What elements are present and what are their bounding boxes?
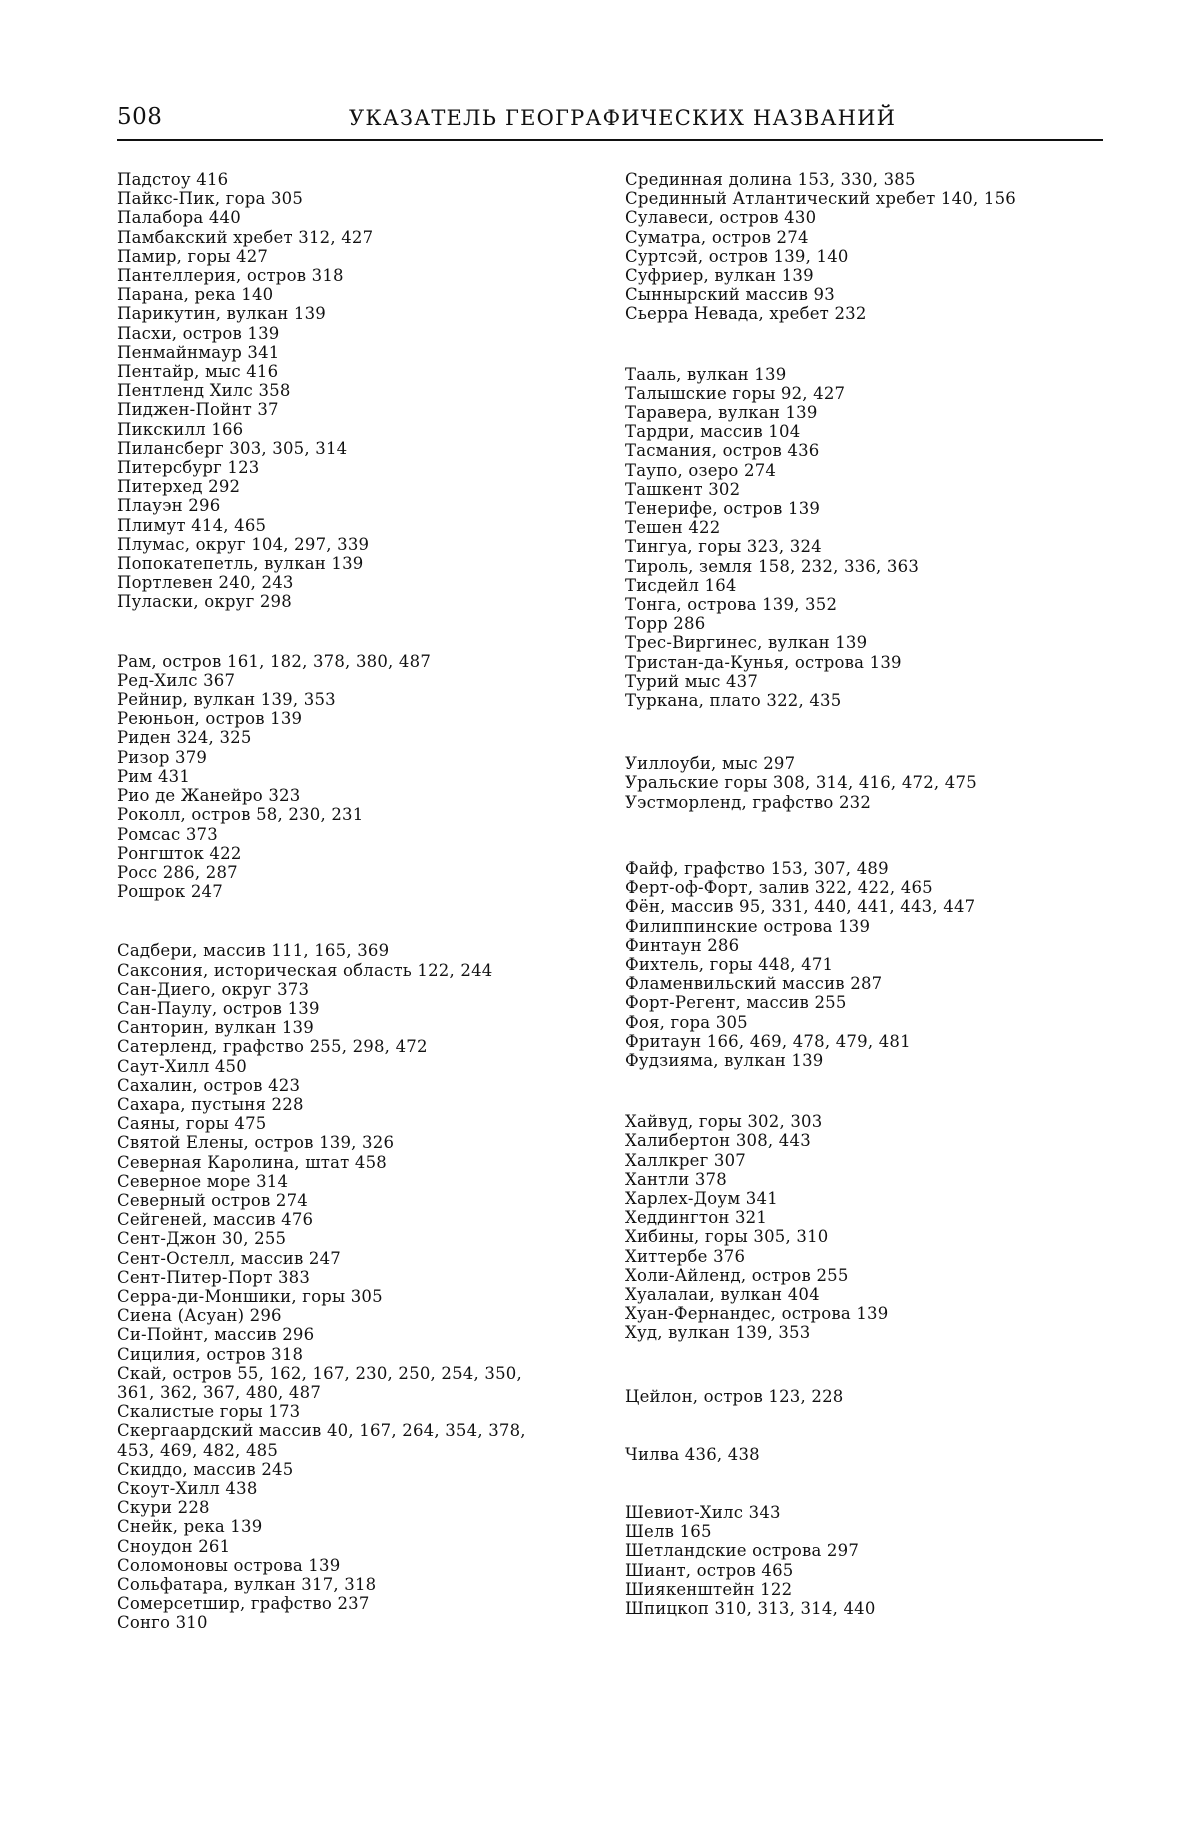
index-entry: Суртсэй, остров 139, 140 (625, 246, 849, 266)
index-entry: Северный остров 274 (117, 1190, 309, 1210)
index-entry: Шиякенштейн 122 (625, 1579, 793, 1599)
index-entry: Шелв 165 (625, 1522, 712, 1542)
index-entry: Сольфатара, вулкан 317, 318 (117, 1575, 377, 1595)
index-entry: Тардри, массив 104 (625, 422, 801, 442)
index-entry: Питерхед 292 (117, 477, 241, 497)
index-entry: Риден 324, 325 (117, 728, 252, 748)
index-entry: Тешен 422 (625, 518, 721, 538)
index-entry: Трес-Виргинес, вулкан 139 (625, 633, 868, 653)
index-entry: Тонга, острова 139, 352 (625, 595, 838, 615)
index-entry: Сулавеси, остров 430 (625, 208, 817, 228)
index-entry: Фламенвильский массив 287 (625, 974, 883, 994)
index-entry: Суфриер, вулкан 139 (625, 266, 814, 286)
index-entry: 361, 362, 367, 480, 487 (117, 1382, 322, 1402)
index-entry: Пилансберг 303, 305, 314 (117, 438, 348, 458)
index-entry: Файф, графство 153, 307, 489 (625, 858, 889, 878)
index-entry: Хибины, горы 305, 310 (625, 1227, 829, 1247)
index-entry: Пентленд Хилс 358 (117, 381, 291, 401)
index-entry: Росс 286, 287 (117, 862, 238, 882)
right-column (625, 170, 1145, 1637)
index-entry: Шиант, остров 465 (625, 1560, 794, 1580)
index-entry: Таупо, озеро 274 (625, 460, 777, 480)
index-entry: Хуан-Фернандес, острова 139 (625, 1304, 889, 1324)
index-entry: Тааль, вулкан 139 (625, 364, 787, 384)
index-entry: Таравера, вулкан 139 (625, 403, 818, 423)
index-entry: Филиппинские острова 139 (625, 916, 871, 936)
index-entry: Фён, массив 95, 331, 440, 441, 443, 447 (625, 897, 976, 917)
index-entry: Пентайр, мыс 416 (117, 362, 279, 382)
index-entry: Сент-Джон 30, 255 (117, 1229, 287, 1249)
index-entry: 453, 469, 482, 485 (117, 1440, 279, 1460)
index-entry: Падстоу 416 (117, 170, 229, 189)
index-entry: Сахалин, остров 423 (117, 1075, 301, 1095)
index-entry: Сейгеней, массив 476 (117, 1210, 314, 1230)
page-number: 508 (117, 104, 163, 130)
index-entry: Торр 286 (625, 614, 706, 634)
index-entry: Скалистые горы 173 (117, 1402, 301, 1422)
index-entry: Роколл, остров 58, 230, 231 (117, 805, 364, 825)
index-entry: Суматра, остров 274 (625, 227, 809, 247)
index-entry: Сан-Паулу, остров 139 (117, 998, 320, 1018)
index-entry: Плауэн 296 (117, 496, 221, 516)
index-group-u (625, 754, 1145, 812)
index-entry: Парикутин, вулкан 139 (117, 304, 326, 324)
index-entry: Сицилия, остров 318 (117, 1344, 304, 1364)
index-group-h (625, 1112, 1145, 1342)
index-entry: Питерсбург 123 (117, 458, 260, 478)
index-group-ch (625, 1445, 1145, 1464)
index-entry: Саксония, историческая область 122, 244 (117, 960, 493, 980)
index-entry: Плимут 414, 465 (117, 515, 267, 535)
index-entry: Попокатепетль, вулкан 139 (117, 554, 364, 574)
index-entry: Сьерра Невада, хребет 232 (625, 304, 867, 324)
header-rule (117, 139, 1103, 141)
index-entry: Холи-Айленд, остров 255 (625, 1265, 849, 1285)
index-entry: Саут-Хилл 450 (117, 1056, 247, 1076)
index-entry: Чилва 436, 438 (625, 1444, 760, 1464)
index-entry: Тасмания, остров 436 (625, 441, 820, 461)
index-entry: Скай, остров 55, 162, 167, 230, 250, 254, 350, (117, 1363, 522, 1383)
index-entry: Фихтель, горы 448, 471 (625, 954, 834, 974)
index-group-f (625, 859, 1145, 1070)
index-entry: Памбакский хребет 312, 427 (117, 227, 374, 247)
index-entry: Рим 431 (117, 766, 191, 786)
index-entry: Ромсас 373 (117, 824, 218, 844)
index-entry: Саяны, горы 475 (117, 1114, 267, 1134)
index-entry: Сан-Диего, округ 373 (117, 979, 310, 999)
index-entry: Пайкс-Пик, гора 305 (117, 189, 304, 209)
index-entry: Пантеллерия, остров 318 (117, 266, 344, 286)
index-entry: Ташкент 302 (625, 479, 741, 499)
index-entry: Уральские горы 308, 314, 416, 472, 475 (625, 773, 977, 793)
index-entry: Скури 228 (117, 1498, 210, 1518)
index-entry: Фудзияма, вулкан 139 (625, 1050, 824, 1070)
index-entry: Парана, река 140 (117, 285, 274, 305)
index-entry: Скергаардский массив 40, 167, 264, 354, 378, (117, 1421, 526, 1441)
index-entry: Ред-Хилс 367 (117, 670, 236, 690)
index-entry: Хеддингтон 321 (625, 1208, 768, 1228)
index-entry: Пикскилл 166 (117, 419, 244, 439)
index-entry: Северная Каролина, штат 458 (117, 1152, 387, 1172)
index-entry: Сиена (Асуан) 296 (117, 1306, 282, 1326)
index-group-s (117, 941, 597, 1632)
index-entry: Хайвуд, горы 302, 303 (625, 1112, 823, 1132)
index-entry: Срединный Атлантический хребет 140, 156 (625, 189, 1016, 209)
index-entry: Плумас, округ 104, 297, 339 (117, 534, 370, 554)
index-entry: Памир, горы 427 (117, 246, 269, 266)
index-entry: Пуласки, округ 298 (117, 592, 292, 612)
index-entry: Туркана, плато 322, 435 (625, 691, 842, 711)
index-entry: Сатерленд, графство 255, 298, 472 (117, 1037, 428, 1057)
index-entry: Рио де Жанейро 323 (117, 786, 301, 806)
index-group-sh (625, 1503, 1145, 1618)
index-entry: Санторин, вулкан 139 (117, 1018, 314, 1038)
index-entry: Ферт-оф-Форт, залив 322, 422, 465 (625, 878, 933, 898)
index-entry: Северное море 314 (117, 1171, 289, 1191)
index-entry: Срединная долина 153, 330, 385 (625, 170, 916, 189)
index-group-p (117, 170, 597, 612)
index-entry: Халибертон 308, 443 (625, 1131, 811, 1151)
index-entry: Фритаун 166, 469, 478, 479, 481 (625, 1031, 911, 1051)
index-entry: Шпицкоп 310, 313, 314, 440 (625, 1598, 876, 1618)
index-entry: Сонго 310 (117, 1613, 208, 1633)
index-entry: Святой Елены, остров 139, 326 (117, 1133, 395, 1153)
index-entry: Рошрок 247 (117, 882, 223, 902)
index-entry: Сноудон 261 (117, 1536, 231, 1556)
index-entry: Фоя, гора 305 (625, 1012, 748, 1032)
index-entry: Серра-ди-Моншики, горы 305 (117, 1286, 383, 1306)
index-entry: Портлевен 240, 243 (117, 573, 294, 593)
index-entry: Сент-Питер-Порт 383 (117, 1267, 311, 1287)
index-entry: Сомерсетшир, графство 237 (117, 1594, 370, 1614)
index-entry: Тингуа, горы 323, 324 (625, 537, 822, 557)
index-entry: Снейк, река 139 (117, 1517, 263, 1537)
index-entry: Хуалалаи, вулкан 404 (625, 1284, 820, 1304)
index-entry: Уиллоуби, мыс 297 (625, 754, 796, 774)
index-entry: Рам, остров 161, 182, 378, 380, 487 (117, 651, 432, 671)
index-group-r (117, 652, 597, 902)
index-entry: Пасхи, остров 139 (117, 323, 280, 343)
running-title: УКАЗАТЕЛЬ ГЕОГРАФИЧЕСКИХ НАЗВАНИЙ (349, 106, 897, 130)
index-entry: Скиддо, массив 245 (117, 1459, 294, 1479)
index-group-t (625, 365, 1145, 711)
index-entry: Пенмайнмаур 341 (117, 342, 280, 362)
index-entry: Соломоновы острова 139 (117, 1555, 341, 1575)
index-entry: Турий мыс 437 (625, 671, 759, 691)
index-entry: Талышские горы 92, 427 (625, 383, 846, 403)
index-group-ts (625, 1387, 1145, 1406)
index-entry: Пиджен-Пойнт 37 (117, 400, 279, 420)
index-entry: Шетландские острова 297 (625, 1541, 860, 1561)
index-entry: Шевиот-Хилс 343 (625, 1502, 781, 1522)
index-entry: Худ, вулкан 139, 353 (625, 1323, 811, 1343)
index-entry: Финтаун 286 (625, 935, 740, 955)
index-entry: Харлех-Доум 341 (625, 1188, 778, 1208)
index-entry: Ризор 379 (117, 747, 208, 767)
left-column (117, 170, 597, 1633)
index-entry: Тисдейл 164 (625, 575, 737, 595)
index-entry: Тенерифе, остров 139 (625, 499, 821, 519)
index-entry: Рейнир, вулкан 139, 353 (117, 690, 336, 710)
index-entry: Садбери, массив 111, 165, 369 (117, 941, 390, 961)
page-header (117, 104, 1103, 138)
index-entry: Халлкрег 307 (625, 1150, 746, 1170)
index-entry: Си-Пойнт, массив 296 (117, 1325, 315, 1345)
index-entry: Палабора 440 (117, 208, 241, 228)
index-entry: Тироль, земля 158, 232, 336, 363 (625, 556, 920, 576)
index-entry: Цейлон, остров 123, 228 (625, 1386, 844, 1406)
index-entry: Хиттербе 376 (625, 1246, 746, 1266)
index-entry: Тристан-да-Кунья, острова 139 (625, 652, 902, 672)
index-entry: Ронгшток 422 (117, 843, 242, 863)
index-group-s2 (625, 170, 1145, 324)
index-entry: Сахара, пустыня 228 (117, 1094, 304, 1114)
index-entry: Сент-Остелл, массив 247 (117, 1248, 341, 1268)
index-entry: Сыннырский массив 93 (625, 285, 835, 305)
index-entry: Форт-Регент, массив 255 (625, 993, 847, 1013)
index-entry: Хантли 378 (625, 1169, 727, 1189)
index-entry: Скоут-Хилл 438 (117, 1479, 258, 1498)
index-entry: Реюньон, остров 139 (117, 709, 303, 729)
index-entry: Уэстморленд, графство 232 (625, 792, 872, 812)
